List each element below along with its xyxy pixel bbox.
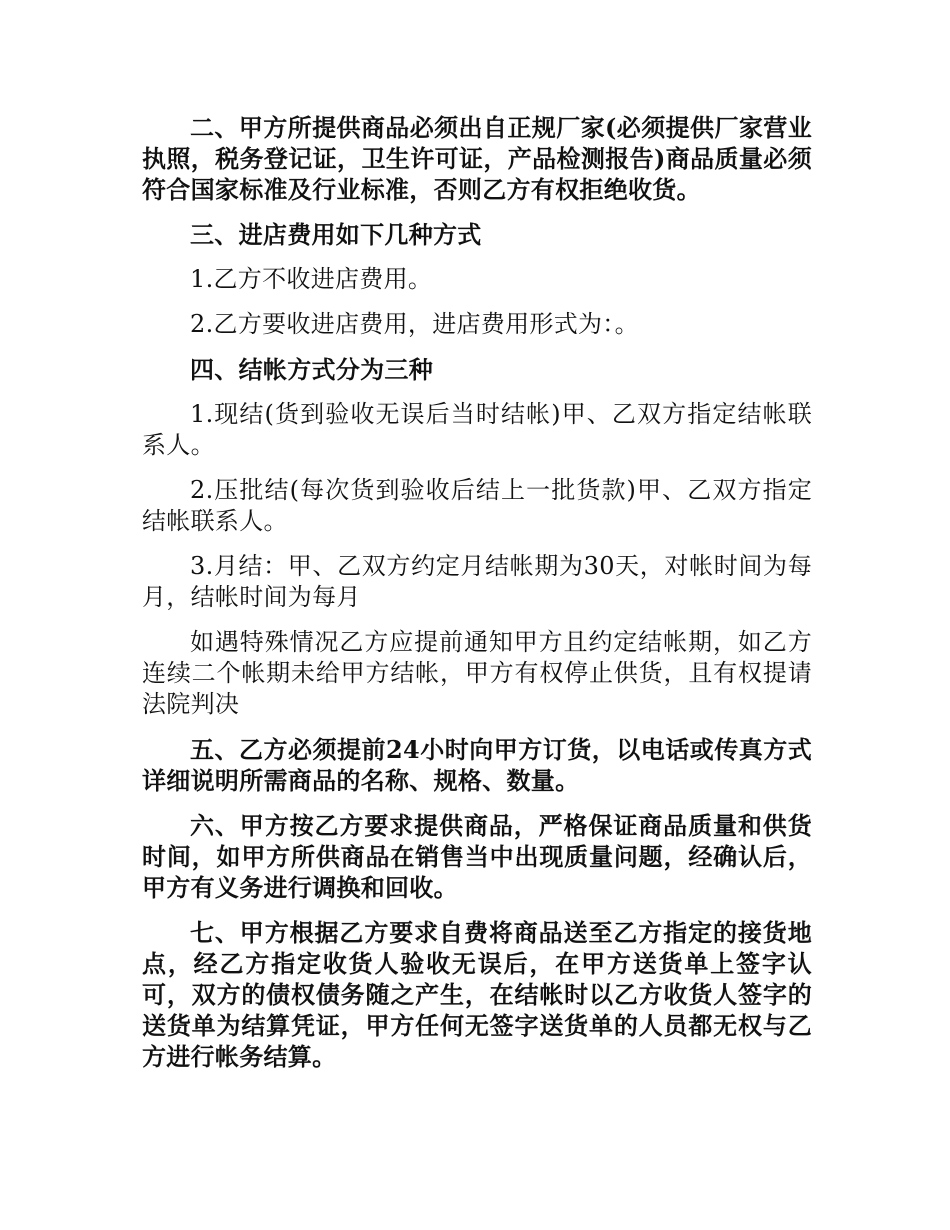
clause-3-item-2: 2.乙方要收进店费用，进店费用形式为：。 [190, 310, 639, 338]
clause-5-ordering: 五、乙方必须提前24小时向甲方订货，以电话或传真方式详细说明所需商品的名称、规格、数量。 [142, 735, 812, 795]
clause-4-item-1: 1.现结(货到验收无误后当时结帐)甲、乙双方指定结帐联系人。 [142, 400, 812, 459]
clause-4-special-note: 如遇特殊情况乙方应提前通知甲方且约定结帐期，如乙方连续二个帐期未给甲方结帐，甲方有权停止供货，且有权提请法院判决 [142, 628, 812, 718]
clause-3-entry-fee-heading: 三、进店费用如下几种方式 [190, 220, 482, 249]
clause-2-quality-requirements: 二、甲方所提供商品必须出自正规厂家(必须提供厂家营业执照，税务登记证，卫生许可证，产品检测报告)商品质量必须符合国家标准及行业标准，否则乙方有权拒绝收货。 [142, 113, 812, 204]
clause-4-settlement-heading: 四、结帐方式分为三种 [190, 355, 433, 384]
clause-6-quality-guarantee: 六、甲方按乙方要求提供商品，严格保证商品质量和供货时间，如甲方所供商品在销售当中出现质量问题，经确认后，甲方有义务进行调换和回收。 [142, 811, 812, 902]
clause-3-item-1: 1.乙方不收进店费用。 [190, 265, 433, 293]
clause-4-item-2: 2.压批结(每次货到验收后结上一批货款)甲、乙双方指定结帐联系人。 [142, 476, 812, 535]
clause-4-item-3: 3.月结：甲、乙双方约定月结帐期为30天，对帐时间为每月，结帐时间为每月 [142, 552, 812, 611]
clause-7-delivery: 七、甲方根据乙方要求自费将商品送至乙方指定的接货地点，经乙方指定收货人验收无误后，在甲方送货单上签字认可，双方的债权债务随之产生，在结帐时以乙方收货人签字的送货单为结算凭证，甲方任何无签字送货单的人员都无权与乙方进行帐务结算。 [142, 918, 812, 1071]
document-body [142, 112, 812, 1086]
